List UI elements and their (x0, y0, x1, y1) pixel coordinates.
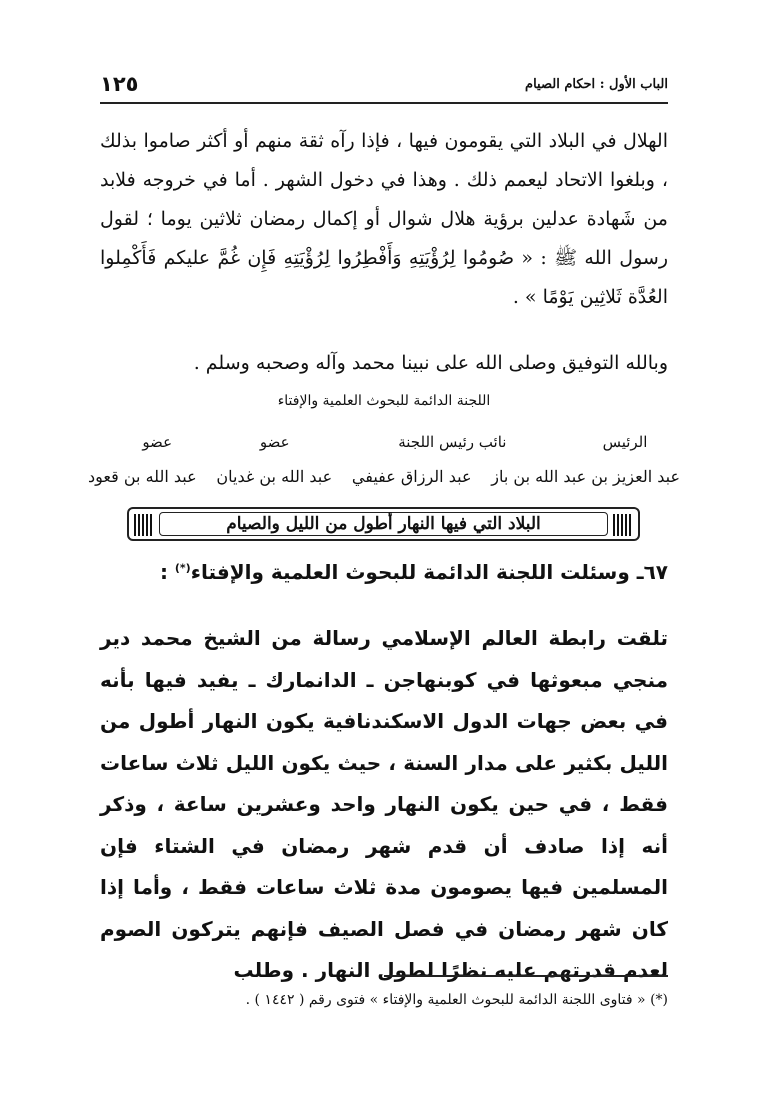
committee-members (88, 467, 680, 486)
committee-roles (88, 433, 680, 451)
section-title: البلاد التي فيها النهار أطول من الليل والصيام (226, 514, 541, 534)
role-member-1: عضو (142, 433, 173, 451)
banner-ornament (134, 514, 154, 536)
footnote-marker: (*) (174, 561, 191, 575)
section-banner (127, 507, 640, 541)
banner-ornament (613, 514, 633, 536)
running-header (100, 72, 668, 104)
fatwa-continuation-paragraph: الهلال في البلاد التي يقومون فيها ، فإذا رآه ثقة منهم أو أكثر صاموا بذلك ، وبلغوا الاتحاد ليعمم ذلك . وهذا في دخول الشهر . أما في خروجه فلابد من شَهادة عدلين برؤية هلال شوال أو إكمال رمضان ثلاثين يوما ؛ لقول رسول الله ﷺ : « صُومُوا لِرُؤْيَتِهِ وَأَفْطِرُوا لِرُؤْيَتِهِ فَإِن غُمَّ عليكم فَأَكْمِلوا العُدَّة ثَلاثِين يَوْمًا » . (100, 130, 668, 308)
question-body: تلقت رابطة العالم الإسلامي رسالة من الشيخ محمد دير منجي مبعوثها في كوبنهاجن ـ الدانمارك ـ يفيد فيها بأنه في بعض جهات الدول الاسكندنافية يكون النهار أطول من الليل بكثير على مدار السنة ، حيث يكون الليل ثلاث ساعات فقط ، في حين يكون النهار واحد وعشرين ساعة ، وذكر أنه إذا صادف أن قدم شهر رمضان في الشتاء فإن المسلمين فيها يصومون مدة ثلاث ساعات فقط ، وأما إذا كان شهر رمضان في فصل الصيف فإنهم يتركون الصوم لعدم قدرتهم عليه نظرًا لطول النهار . وطلب (100, 626, 668, 982)
question-heading-suffix: : (159, 560, 175, 584)
role-chairman: الرئيس (602, 433, 648, 451)
question-heading (100, 560, 668, 584)
member-name: عبد الله بن قعود (88, 467, 197, 486)
member-name: عبد الله بن غديان (216, 467, 333, 486)
footnote: (*) « فتاوى اللجنة الدائمة للبحوث العلمية والإفتاء » فتوى رقم ( ١٤٤٢ ) . (245, 992, 668, 1008)
footnote-divider (384, 975, 668, 977)
member-name: عبد الرزاق عفيفي (351, 467, 472, 486)
member-name: عبد العزيز بن عبد الله بن باز (491, 467, 680, 486)
chapter-title: الباب الأول : احكام الصيام (525, 77, 668, 92)
role-member-2: عضو (259, 433, 290, 451)
role-vice-chairman: نائب رئيس اللجنة (398, 433, 507, 451)
closing-line: وبالله التوفيق وصلى الله على نبينا محمد وآله وصحبه وسلم . (193, 352, 668, 374)
question-heading-text: ٦٧ـ وسئلت اللجنة الدائمة للبحوث العلمية والإفتاء (190, 560, 668, 584)
page-number: ١٢٥ (100, 72, 139, 96)
committee-name: اللجنة الدائمة للبحوث العلمية والإفتاء (277, 393, 491, 409)
